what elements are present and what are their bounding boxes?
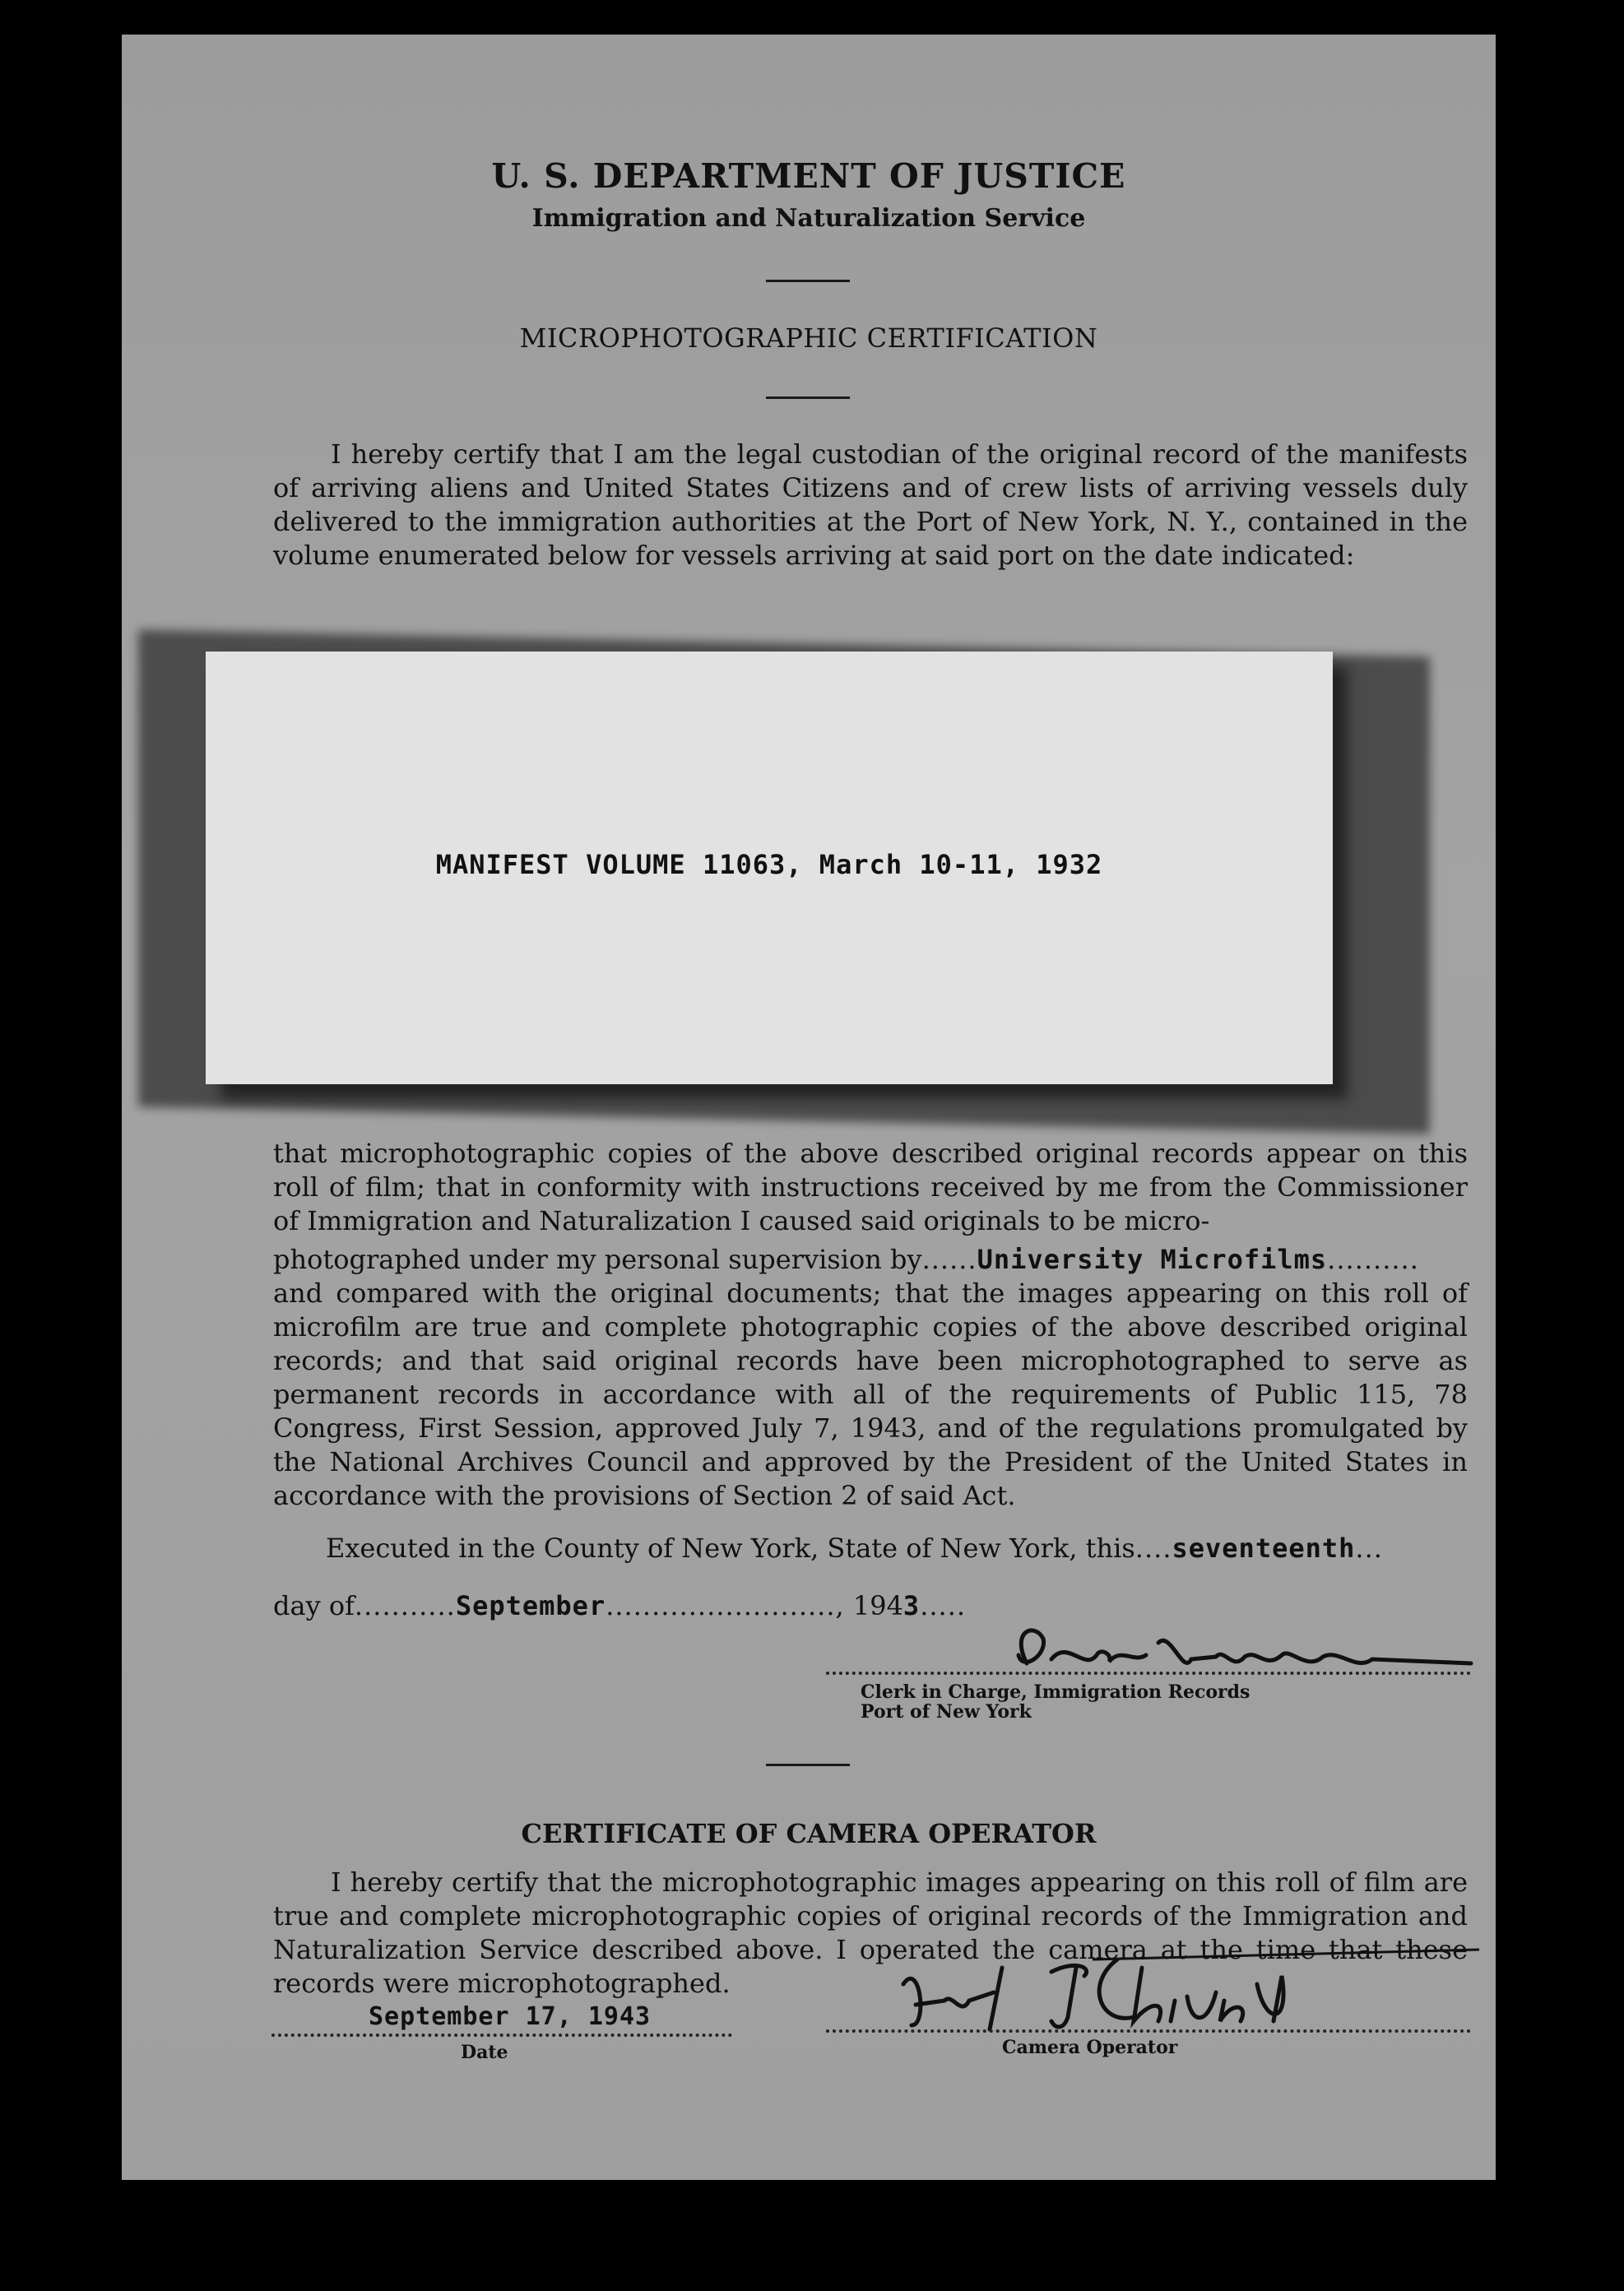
operator-signature (887, 1935, 1496, 2050)
photographed-by-value: University Microfilms (977, 1244, 1328, 1275)
manifest-slip (206, 652, 1333, 1084)
execution-day-value: seventeenth (1172, 1533, 1356, 1564)
execution-year-prefix: 194 (852, 1590, 903, 1621)
execution-month-value: September (455, 1590, 606, 1621)
dots: .......... (1327, 1244, 1419, 1275)
operator-label: Camera Operator (1002, 2037, 1178, 2058)
dots: ........................., (606, 1590, 845, 1621)
intro-paragraph: I hereby certify that I am the legal custodian of the original record of the manifests of arriving aliens and United States Citizens and of crew lists of arriving vessels duly delivered to the immigration authorities at the Port of New York, N. Y., contained in the volume enumerated below for vessels arriving at said port on the date indicated: (273, 438, 1468, 571)
dots: ........... (354, 1590, 456, 1621)
execution-year-suffix: 3 (902, 1590, 921, 1621)
execution-line (326, 1532, 1478, 1565)
clerk-title (861, 1682, 1250, 1722)
manifest-volume-text: MANIFEST VOLUME 11063, March 10-11, 1932 (435, 849, 1103, 880)
dots: ..... (920, 1590, 967, 1621)
day-of-label: day of (273, 1590, 355, 1621)
certification-body (273, 1137, 1468, 1513)
execution-prefix: Executed in the County of New York, State of New York, this (326, 1533, 1135, 1564)
photographed-by-prefix: photographed under my personal supervision by (273, 1244, 922, 1275)
dots: ... (1355, 1533, 1383, 1564)
divider-rule (766, 1764, 850, 1766)
camera-date-value (369, 2002, 651, 2031)
camera-certificate-text: I hereby certify that the microphotographic images appearing on this roll of film are true and complete microphotographic copies of original records of the Immigration and Naturalization Service described above. I operated the camera at the time that these records were microphotographed. (273, 1867, 1468, 1999)
date-line (271, 2034, 732, 2037)
certification-title: MICROPHOTOGRAPHIC CERTIFICATION (519, 322, 1098, 354)
clerk-title-line-2: Port of New York (861, 1701, 1032, 1723)
camera-date-text: September 17, 1943 (369, 2002, 652, 2031)
divider-rule (766, 397, 850, 399)
body-part-2: and compared with the original documents; that the images appearing on this roll of microfilm are true and complete photographic copies of the above described original records; and that said original records have been microphotographed to serve as permanent records in accordance with all of the requirements of Public 115, 78 Congress, First Session, approved July 7, 1943, and of the regulations promulgated by the National Archives Council and approved by the President of the United States in accordance with the provisions of Section 2 of said Act. (273, 1278, 1468, 1511)
body-part-1: that microphotographic copies of the above described original records appear on this roll of film; that in conformity with instructions received by me from the Commissioner of Immigration and Naturalization I caused said originals to be micro- (273, 1138, 1468, 1236)
date-label: Date (461, 2042, 508, 2063)
supervision-line (273, 1243, 1468, 1277)
clerk-title-line-1: Clerk in Charge, Immigration Records (861, 1681, 1250, 1703)
clerk-signature-line (826, 1672, 1471, 1675)
divider-rule (766, 280, 850, 282)
camera-certificate-title: CERTIFICATE OF CAMERA OPERATOR (521, 1818, 1097, 1849)
service-subheading: Immigration and Naturalization Service (531, 204, 1086, 233)
dots: .... (1134, 1533, 1172, 1564)
department-heading: U. S. DEPARTMENT OF JUSTICE (491, 156, 1126, 196)
certificate-page (122, 35, 1496, 2180)
operator-signature-line (826, 2029, 1471, 2033)
dots: ...... (921, 1244, 977, 1275)
